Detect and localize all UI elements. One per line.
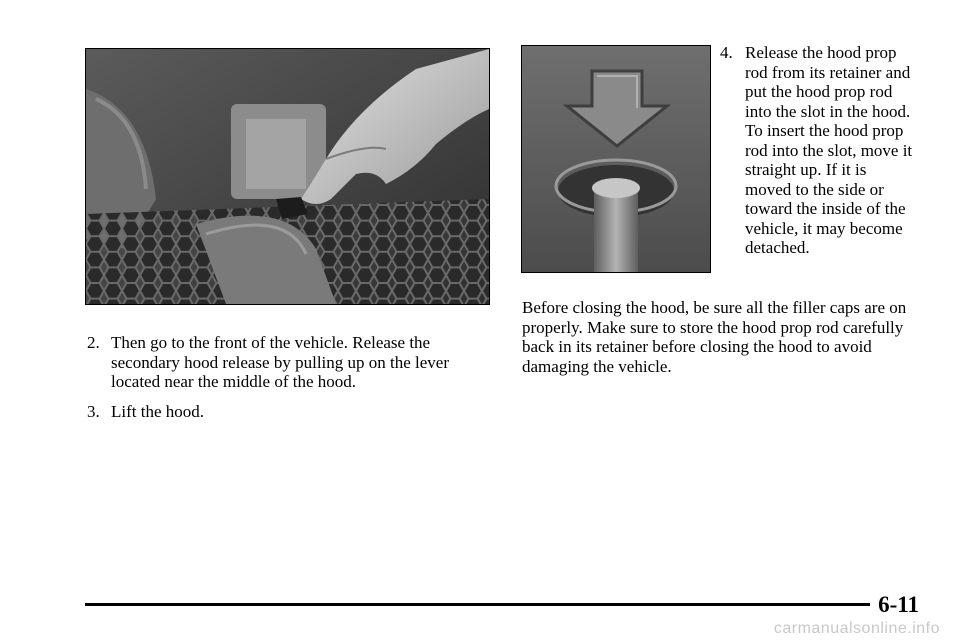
step-text-line: rod into the slot, move it — [745, 140, 913, 160]
step-text-line: put the hood prop rod — [745, 82, 893, 101]
step-text-line: detached. — [745, 238, 810, 257]
hood-prop-rod-slot-photo — [521, 45, 711, 273]
step-text-line: To insert the hood prop — [745, 121, 904, 140]
paragraph-line: damaging the vehicle. — [522, 356, 672, 376]
step-text-line: Release the hood prop — [745, 43, 897, 62]
hood-release-lever-illustration — [86, 49, 489, 304]
closing-paragraph — [522, 298, 942, 376]
step-text-line: located near the middle of the hood. — [111, 372, 356, 391]
footer-rule — [85, 603, 870, 606]
hood-release-lever-photo — [85, 48, 490, 305]
page-number: 6-11 — [878, 592, 919, 617]
paragraph-line: properly. Make sure to store the hood prop rod carefully — [522, 317, 904, 337]
step-text-line: vehicle, it may become — [745, 218, 903, 238]
hood-prop-rod-slot-illustration — [522, 46, 710, 272]
step-text-line: straight up. If it is — [745, 160, 867, 179]
watermark: carmanualsonline.info — [773, 620, 940, 637]
step-text-line: rod from its retainer and — [745, 62, 911, 82]
step-text-line: moved to the side or — [745, 179, 884, 199]
step-text-line: toward the inside of the — [745, 199, 906, 218]
step-text-line: secondary hood release by pulling up on the lever — [111, 352, 450, 372]
step-text-line: Then go to the front of the vehicle. Release the — [111, 333, 431, 352]
step-number: 3. — [87, 402, 100, 421]
paragraph-line: back in its retainer before closing the hood to avoid — [522, 337, 872, 356]
step-number: 4. — [720, 43, 733, 62]
step-number: 2. — [87, 333, 100, 352]
step-text-line: Lift the hood. — [111, 402, 205, 421]
step-text-line: into the slot in the hood. — [745, 101, 911, 121]
paragraph-line: Before closing the hood, be sure all the filler caps are on — [522, 298, 907, 317]
